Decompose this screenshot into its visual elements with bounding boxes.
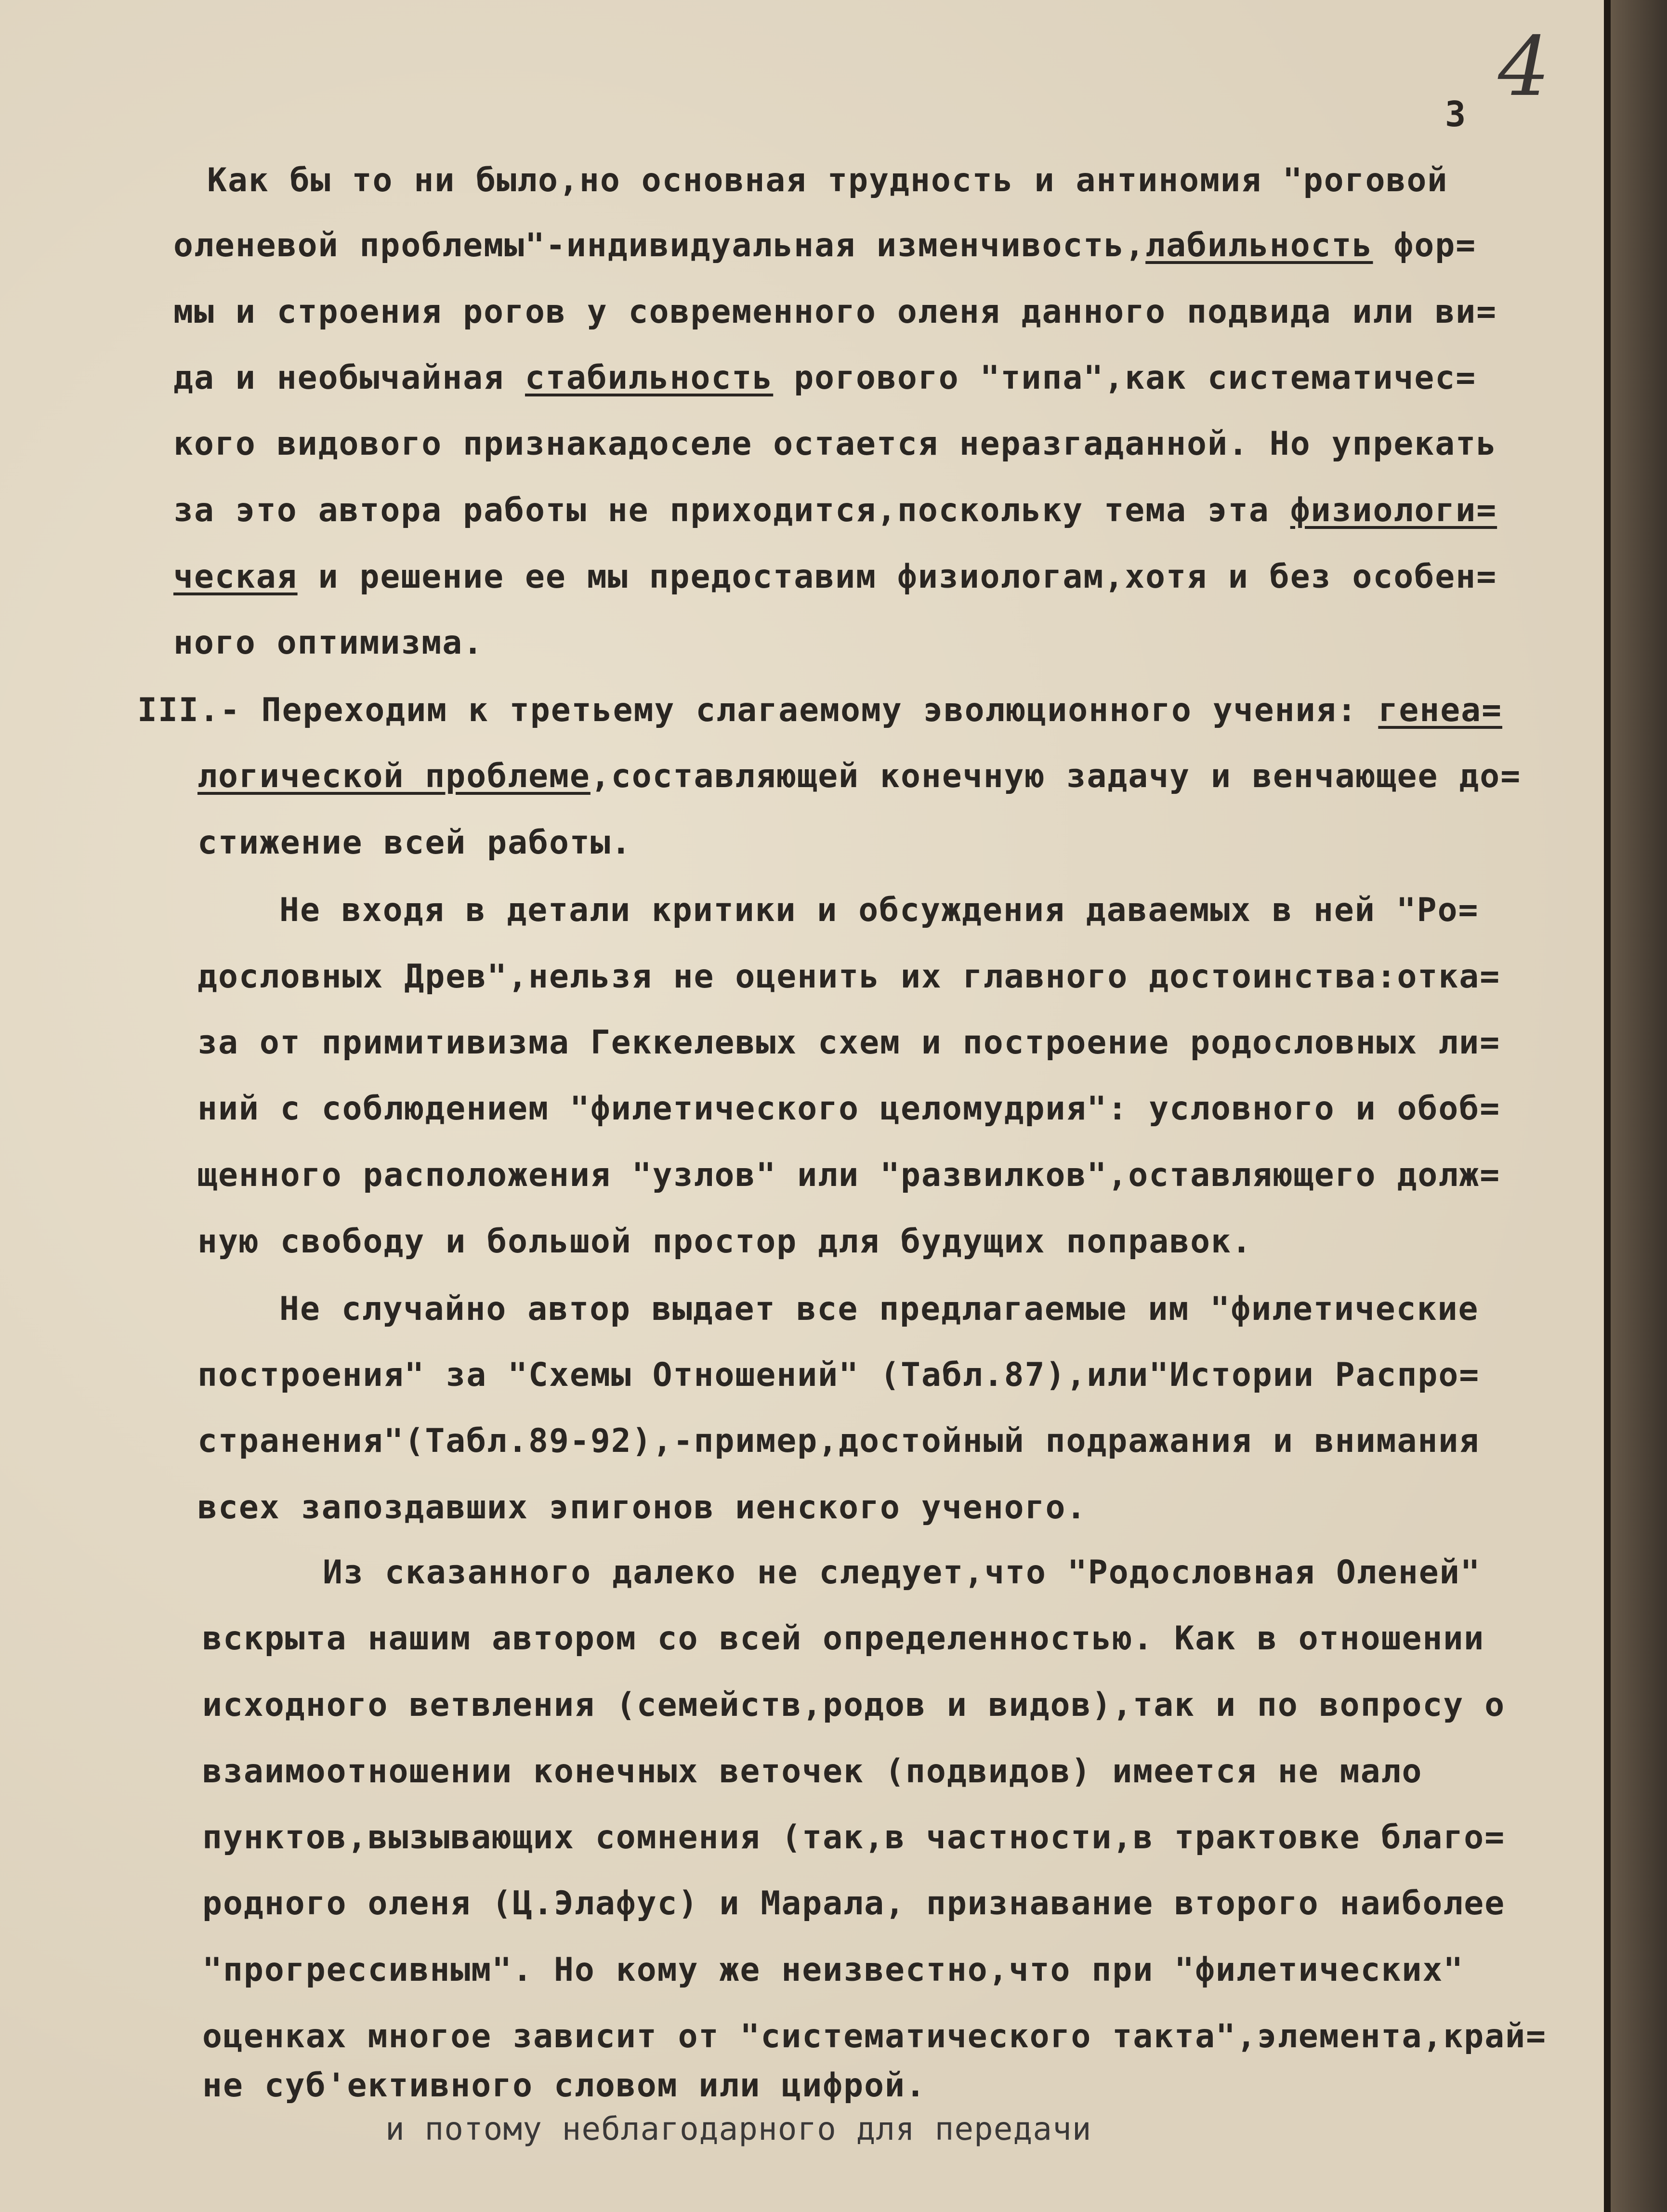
text-line: Как бы то ни было,но основная трудность и антиномия "роговой (207, 161, 1448, 199)
text-line: не суб'ективного словом или цифрой. (202, 2067, 926, 2105)
text-line: стижение всей работы. (197, 824, 632, 862)
inserted-text-line: и потому неблагодарного для передачи (385, 2110, 1092, 2147)
text-line: дословных Древ",нельзя не оценить их главного достоинства:отка= (197, 958, 1501, 996)
text-line: логической проблеме,составляющей конечную задачу и венчающее до= (197, 757, 1522, 795)
text-line: за от примитивизма Геккелевых схем и построение родословных ли= (197, 1024, 1501, 1062)
text-line: всех запоздавших эпигонов иенского ученого. (197, 1488, 1087, 1527)
text-line: да и необычайная стабильность рогового "типа",как систематичес= (173, 359, 1477, 397)
text-line: пунктов,вызывающих сомнения (так,в частности,в трактовке благо= (202, 1818, 1506, 1856)
underlying-sheet-edge (1604, 0, 1667, 2212)
text-line: за это автора работы не приходится,поскольку тема эта физиологи= (173, 491, 1497, 529)
handwritten-page-number: 4 (1498, 19, 1550, 115)
text-line: оленевой проблемы"-индивидуальная изменчивость,лабильность фор= (173, 226, 1477, 264)
text-line: исходного ветвления (семейств,родов и видов),так и по вопросу о (202, 1686, 1506, 1724)
text-line: ческая и решение ее мы предоставим физиологам,хотя и без особен= (173, 558, 1497, 596)
text-line: взаимоотношении конечных веточек (подвидов) имеется не мало (202, 1752, 1423, 1791)
text-line: Не случайно автор выдает все предлагаемые им "филетические (279, 1290, 1479, 1328)
text-line: "прогрессивным". Но кому же неизвестно,что при "филетических" (202, 1951, 1464, 1989)
text-line: щенного расположения "узлов" или "развилков",оставляющего долж= (197, 1156, 1501, 1194)
text-line: Не входя в детали критики и обсуждения даваемых в ней "Ро= (279, 891, 1479, 929)
text-line: странения"(Табл.89-92),-пример,достойный подражания и внимания (197, 1422, 1480, 1460)
text-line: мы и строения рогов у современного оленя данного подвида или ви= (173, 293, 1497, 331)
text-line: вскрыта нашим автором со всей определенностью. Как в отношении (202, 1620, 1485, 1658)
text-line: ного оптимизма. (173, 624, 484, 662)
text-line: ний с соблюдением "филетического целомудрия": условного и обоб= (197, 1090, 1501, 1128)
text-line: оценках многое зависит от "систематического такта",элемента,край= (202, 2017, 1547, 2055)
text-line: родного оленя (Ц.Элафус) и Марала, признавание второго наиболее (202, 1884, 1506, 1922)
text-line: построения" за "Схемы Отношений" (Табл.87),или"Истории Распро= (197, 1356, 1480, 1394)
text-line: Из сказанного далеко не следует,что "Родословная Оленей" (323, 1554, 1481, 1592)
typed-page-number: 3 (1445, 94, 1466, 134)
text-line: кого видового признакадоселе остается неразгаданной. Но упрекать (173, 425, 1497, 463)
text-line: ную свободу и большой простор для будущих поправок. (197, 1223, 1252, 1261)
section-heading-line: III.- Переходим к третьему слагаемому эволюционного учения: генеа= (137, 691, 1503, 729)
